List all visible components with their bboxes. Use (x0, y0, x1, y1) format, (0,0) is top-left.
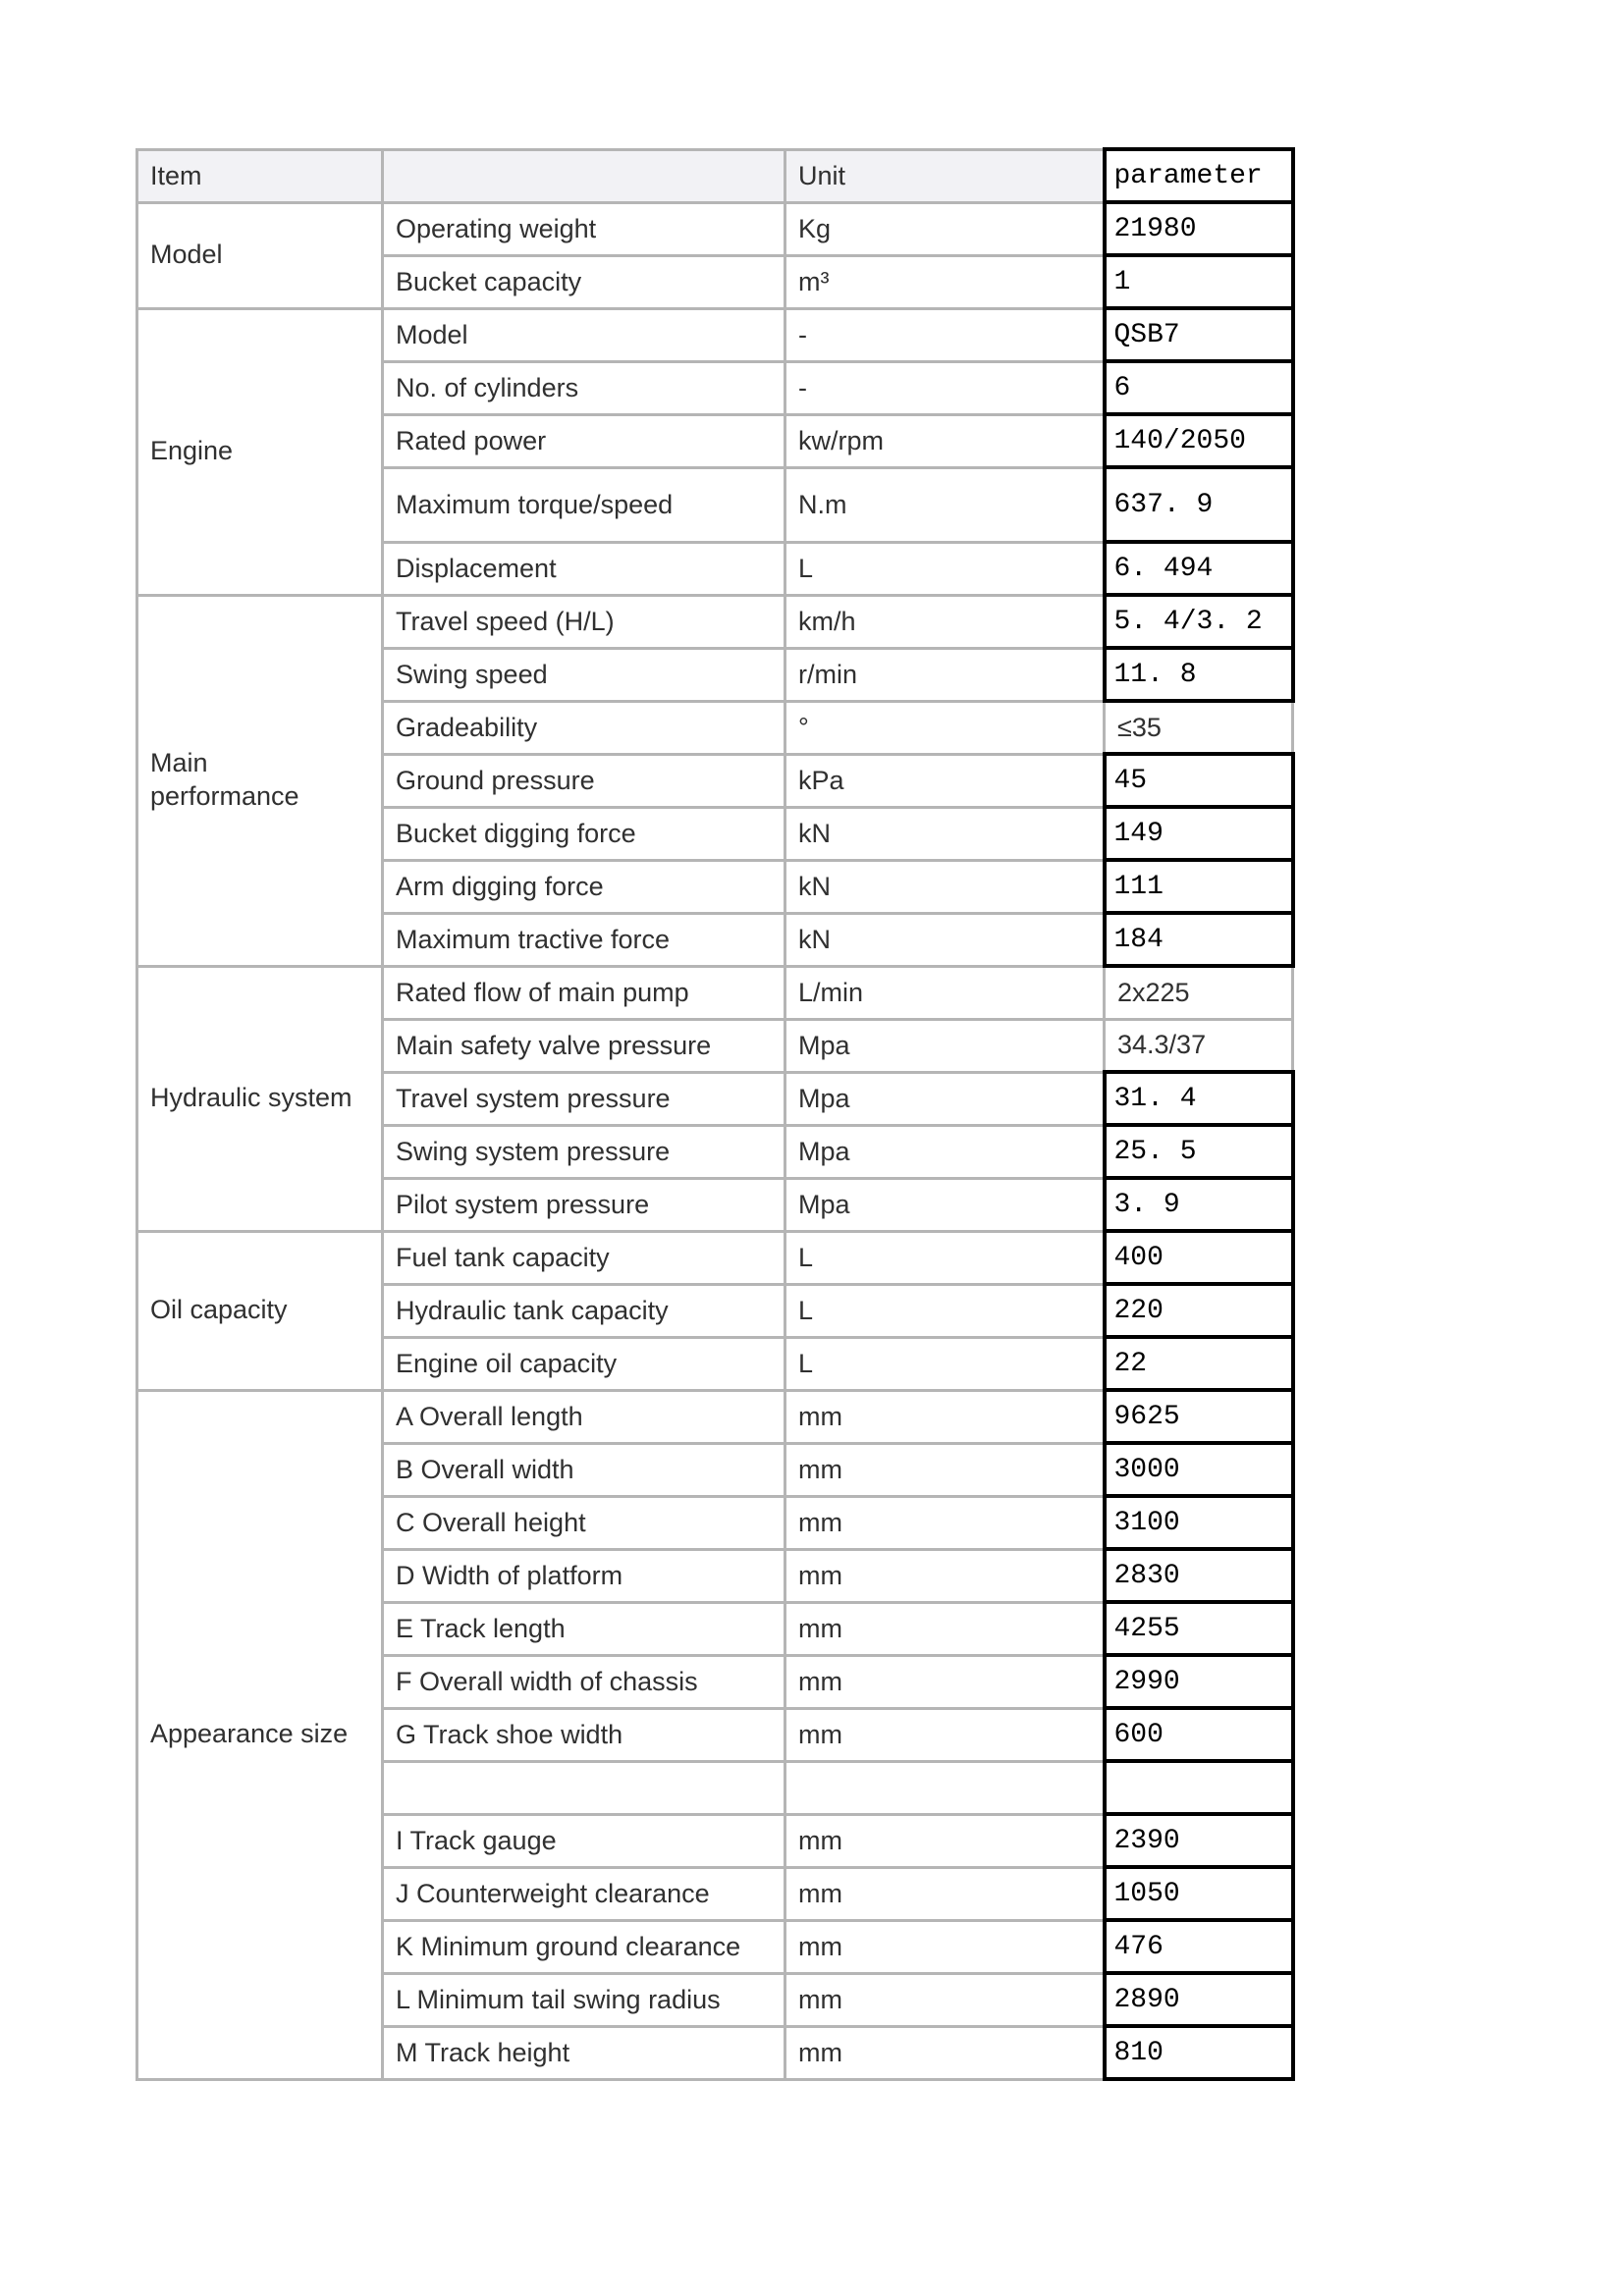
parameter-value-cell: 220 (1105, 1284, 1293, 1337)
category-cell: Engine (137, 308, 383, 595)
parameter-value-cell: 637. 9 (1105, 467, 1293, 542)
spec-label-cell: G Track shoe width (383, 1708, 785, 1761)
spec-label-cell: Model (383, 308, 785, 361)
unit-cell: mm (785, 1549, 1105, 1602)
spec-label-cell: Main safety valve pressure (383, 1019, 785, 1072)
unit-cell: mm (785, 1814, 1105, 1867)
parameter-value-cell: 3100 (1105, 1496, 1293, 1549)
header-item-cell: Item (137, 149, 383, 202)
unit-cell: Mpa (785, 1072, 1105, 1125)
parameter-value-cell: 9625 (1105, 1390, 1293, 1443)
table-row (137, 308, 1293, 361)
table-row (137, 966, 1293, 1019)
parameter-value-cell: 2x225 (1105, 966, 1293, 1019)
parameter-value-cell: 3. 9 (1105, 1178, 1293, 1231)
spec-label-cell: No. of cylinders (383, 361, 785, 414)
parameter-value-cell: 3000 (1105, 1443, 1293, 1496)
parameter-value-cell: 476 (1105, 1920, 1293, 1973)
spec-label-cell: Travel speed (H/L) (383, 595, 785, 648)
spec-label-cell: Rated flow of main pump (383, 966, 785, 1019)
spec-label-cell: F Overall width of chassis (383, 1655, 785, 1708)
parameter-value-cell: 400 (1105, 1231, 1293, 1284)
category-cell: Oil capacity (137, 1231, 383, 1390)
spec-label-cell: Engine oil capacity (383, 1337, 785, 1390)
parameter-value-cell: 34.3/37 (1105, 1019, 1293, 1072)
unit-cell: mm (785, 1867, 1105, 1920)
unit-cell: L (785, 542, 1105, 595)
parameter-value-cell: 1050 (1105, 1867, 1293, 1920)
header-row (137, 149, 1293, 202)
parameter-value-cell: 45 (1105, 754, 1293, 807)
spec-label-cell: B Overall width (383, 1443, 785, 1496)
spec-label-cell: A Overall length (383, 1390, 785, 1443)
spec-table (135, 147, 1295, 2081)
unit-cell: mm (785, 2026, 1105, 2079)
spec-label-cell: Maximum tractive force (383, 913, 785, 966)
spec-label-cell: Arm digging force (383, 860, 785, 913)
unit-cell: mm (785, 1973, 1105, 2026)
unit-cell: L (785, 1231, 1105, 1284)
unit-cell: kN (785, 807, 1105, 860)
spec-label-cell: Fuel tank capacity (383, 1231, 785, 1284)
spec-label-cell: Bucket capacity (383, 255, 785, 308)
unit-cell: mm (785, 1655, 1105, 1708)
unit-cell: m³ (785, 255, 1105, 308)
header-unit-cell: Unit (785, 149, 1105, 202)
unit-cell: kPa (785, 754, 1105, 807)
parameter-value-cell: 21980 (1105, 202, 1293, 255)
parameter-value-cell: 2990 (1105, 1655, 1293, 1708)
spec-label-cell: Ground pressure (383, 754, 785, 807)
spec-label-cell: M Track height (383, 2026, 785, 2079)
unit-cell: kw/rpm (785, 414, 1105, 467)
unit-cell: N.m (785, 467, 1105, 542)
header-parameter-cell: parameter (1105, 149, 1293, 202)
parameter-value-cell: 810 (1105, 2026, 1293, 2079)
category-cell: Appearance size (137, 1390, 383, 2079)
spec-label-cell: L Minimum tail swing radius (383, 1973, 785, 2026)
parameter-value-cell: QSB7 (1105, 308, 1293, 361)
parameter-value-cell: 6 (1105, 361, 1293, 414)
unit-cell: kN (785, 860, 1105, 913)
parameter-value-cell: 25. 5 (1105, 1125, 1293, 1178)
parameter-value-cell: 184 (1105, 913, 1293, 966)
spec-label-cell: Displacement (383, 542, 785, 595)
spec-label-cell: Operating weight (383, 202, 785, 255)
unit-cell: ° (785, 701, 1105, 754)
parameter-value-cell: 6. 494 (1105, 542, 1293, 595)
parameter-value-cell: 149 (1105, 807, 1293, 860)
category-cell: Model (137, 202, 383, 308)
spec-label-cell (383, 1761, 785, 1814)
spec-label-cell: Travel system pressure (383, 1072, 785, 1125)
parameter-value-cell: 5. 4/3. 2 (1105, 595, 1293, 648)
unit-cell: L (785, 1284, 1105, 1337)
unit-cell: mm (785, 1390, 1105, 1443)
unit-cell: km/h (785, 595, 1105, 648)
spec-label-cell: E Track length (383, 1602, 785, 1655)
parameter-value-cell: ≤35 (1105, 701, 1293, 754)
table-row (137, 595, 1293, 648)
unit-cell: mm (785, 1920, 1105, 1973)
spec-label-cell: Bucket digging force (383, 807, 785, 860)
unit-cell (785, 1761, 1105, 1814)
category-cell: Main performance (137, 595, 383, 966)
header-blank-cell (383, 149, 785, 202)
unit-cell: L/min (785, 966, 1105, 1019)
parameter-value-cell: 140/2050 (1105, 414, 1293, 467)
parameter-value-cell: 22 (1105, 1337, 1293, 1390)
spec-label-cell: Hydraulic tank capacity (383, 1284, 785, 1337)
parameter-value-cell: 1 (1105, 255, 1293, 308)
parameter-value-cell: 2890 (1105, 1973, 1293, 2026)
unit-cell: - (785, 308, 1105, 361)
parameter-value-cell: 11. 8 (1105, 648, 1293, 701)
parameter-value-cell: 2830 (1105, 1549, 1293, 1602)
spec-label-cell: Rated power (383, 414, 785, 467)
spec-label-cell: Swing speed (383, 648, 785, 701)
table-row (137, 1231, 1293, 1284)
table-row (137, 202, 1293, 255)
unit-cell: L (785, 1337, 1105, 1390)
category-cell: Hydraulic system (137, 966, 383, 1231)
parameter-value-cell (1105, 1761, 1293, 1814)
unit-cell: Kg (785, 202, 1105, 255)
spec-label-cell: C Overall height (383, 1496, 785, 1549)
parameter-value-cell: 2390 (1105, 1814, 1293, 1867)
unit-cell: mm (785, 1443, 1105, 1496)
spec-label-cell: D Width of platform (383, 1549, 785, 1602)
unit-cell: - (785, 361, 1105, 414)
parameter-value-cell: 31. 4 (1105, 1072, 1293, 1125)
unit-cell: kN (785, 913, 1105, 966)
spec-label-cell: Pilot system pressure (383, 1178, 785, 1231)
spec-label-cell: K Minimum ground clearance (383, 1920, 785, 1973)
unit-cell: mm (785, 1602, 1105, 1655)
spec-label-cell: Swing system pressure (383, 1125, 785, 1178)
parameter-value-cell: 111 (1105, 860, 1293, 913)
unit-cell: mm (785, 1708, 1105, 1761)
unit-cell: r/min (785, 648, 1105, 701)
unit-cell: Mpa (785, 1019, 1105, 1072)
unit-cell: Mpa (785, 1178, 1105, 1231)
spec-label-cell: J Counterweight clearance (383, 1867, 785, 1920)
parameter-value-cell: 600 (1105, 1708, 1293, 1761)
spec-label-cell: Maximum torque/speed (383, 467, 785, 542)
parameter-value-cell: 4255 (1105, 1602, 1293, 1655)
table-row (137, 1390, 1293, 1443)
unit-cell: mm (785, 1496, 1105, 1549)
spec-label-cell: I Track gauge (383, 1814, 785, 1867)
spec-label-cell: Gradeability (383, 701, 785, 754)
unit-cell: Mpa (785, 1125, 1105, 1178)
